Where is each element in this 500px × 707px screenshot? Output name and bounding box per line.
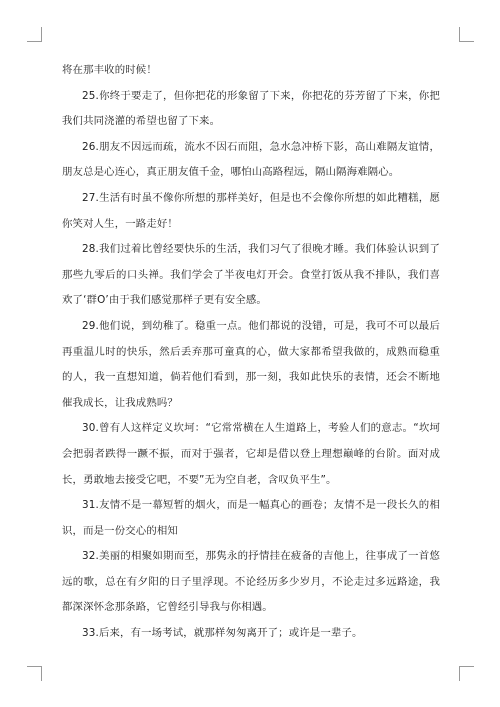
crop-mark-top-left (27, 27, 42, 42)
paragraph-30: 30.曾有人这样定义坎坷：“它常常横在人生道路上，考验人们的意志。“坎坷会把弱者跌得一蹶不振，而对于强者，它却是借以登上理想巅峰的台阶。面对成长，勇敢地去接受它吧，不要”无为空自老，含叹负平生”。 (62, 422, 440, 486)
paragraph-25: 25.你终于要走了，但你把花的形象留了下来，你把花的芬芳留了下来，你把我们共同浇灌的希望也留了下来。 (62, 89, 440, 128)
crop-mark-bottom-left (27, 666, 42, 681)
paragraph-27: 27.生活有时虽不像你所想的那样美好，但是也不会像你所想的如此糟糕，愿你笑对人生，一路走好！ (62, 191, 440, 230)
paragraph-29: 29.他们说，到幼稚了。稳重一点。他们都说的没错，可是，我可不可以最后再重温儿时的快乐，然后丢弃那可童真的心，做大家都希望我做的，成熟而稳重的人，我一直想知道，倘若他们看到，那一刻，我如此快乐的表情，还会不断地催我成长，让我成熟吗？ (62, 319, 440, 409)
crop-mark-top-right (459, 27, 474, 42)
document-body (62, 58, 440, 647)
paragraph-26: 26.朋友不因远而疏，流水不因石而阻，急水急冲桥下影，高山难隔友谊情，朋友总是心连心，真正朋友值千金，哪怕山高路程远，隔山隔海难隔心。 (62, 140, 440, 179)
crop-mark-bottom-right (459, 666, 474, 681)
paragraph-28: 28.我们过着比曾经要快乐的生活，我们习气了很晚才睡。我们体验认识到了那些九零后的口头禅。我们学会了半夜电灯开会。食堂打饭从我不排队，我们喜欢了‘群O’由于我们感觉那样子更有安全感。 (62, 243, 440, 307)
paragraph-continuation: 将在那丰收的时候！ (62, 64, 157, 76)
paragraph-32: 32.美丽的相聚如期而至，那隽永的抒情挂在疲备的吉他上，往事成了一首悠远的歌，总在有夕阳的日子里浮现。不论经历多少岁月，不论走过多远路途，我都深深怀念那条路，它曾经引导我与你相遇。 (62, 550, 440, 614)
paragraph-31: 31.友情不是一幕短暂的烟火，而是一幅真心的画卷；友情不是一段长久的相识，而是一份交心的相知 (62, 499, 440, 537)
paragraph-33: 33.后来，有一场考试，就那样匆匆离开了；或许是一辈子。 (82, 627, 363, 640)
